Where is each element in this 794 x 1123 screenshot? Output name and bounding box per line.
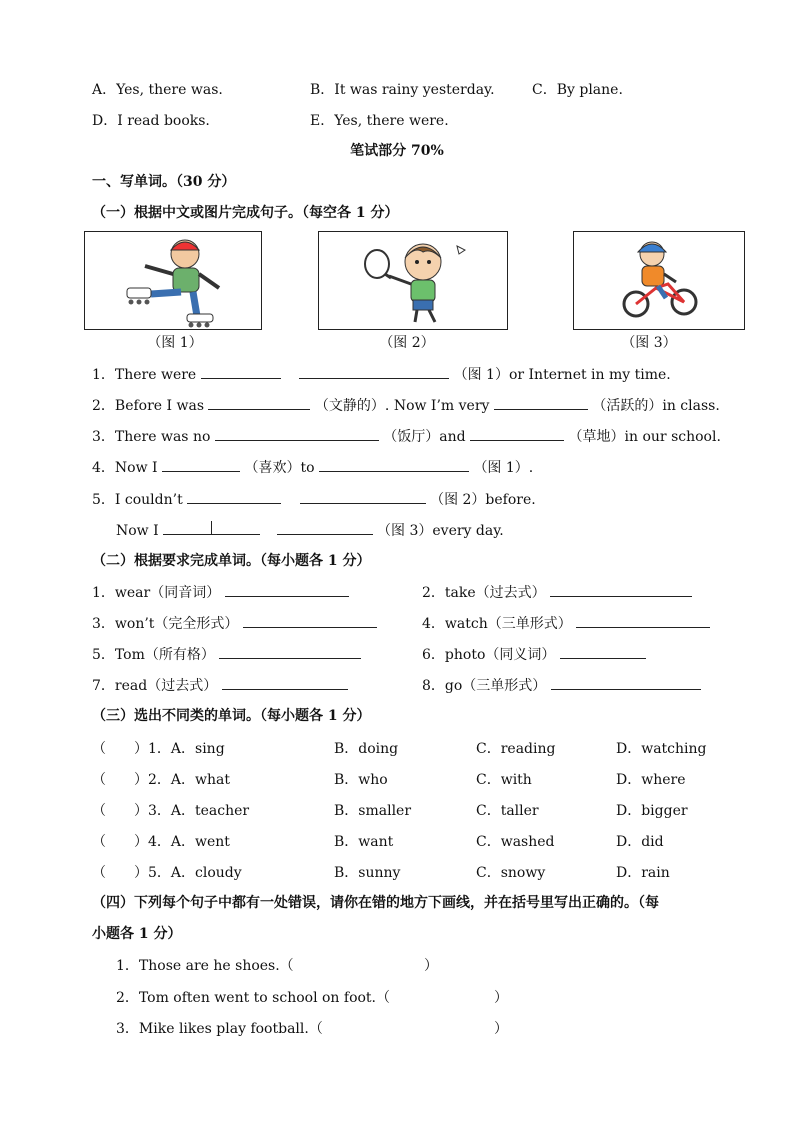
cyclist-icon (574, 232, 744, 329)
part2-item-7 (92, 675, 348, 695)
part2-item-4-text: 4．watch（三单形式） (422, 616, 572, 632)
option-b: B．It was rainy yesterday. (310, 82, 495, 98)
part2-item-7-text: 7．read（过去式） (92, 678, 218, 694)
picture-1-box (84, 231, 262, 330)
part4-item-2-text: 2．Tom often went to school on foot.（ (116, 990, 391, 1006)
part3-row-1-c: C．reading (476, 741, 556, 757)
q2-blank-2[interactable] (494, 395, 588, 410)
q5a-blank-2[interactable] (300, 489, 426, 504)
badminton-player-icon (319, 232, 507, 329)
q2-blank-1[interactable] (208, 395, 310, 410)
part4-item-2-close: ） (494, 990, 508, 1006)
part2-item-4 (422, 613, 710, 633)
q2-sentence (92, 395, 720, 415)
q3-text-a: 3．There was no (92, 429, 211, 445)
part3-row-1-b: B．doing (334, 741, 399, 757)
part2-item-1-blank[interactable] (225, 582, 349, 597)
part3-row-5-num: （ ）5．A．cloudy (92, 865, 242, 881)
q5a-blank-1[interactable] (187, 489, 281, 504)
option-e: E．Yes, there were. (310, 113, 449, 129)
part3-row-2-num: （ ）2．A．what (92, 772, 230, 788)
q5b-blank-1[interactable] (163, 520, 211, 535)
part3-row-4-b: B．want (334, 834, 394, 850)
part4-title-line1: （四）下列每个句子中都有一处错误，请你在错的地方下画线，并在括号里写出正确的。（每 (92, 895, 659, 911)
picture-2-box (318, 231, 508, 330)
part2-item-6 (422, 644, 646, 664)
part2-item-5-text: 5．Tom（所有格） (92, 647, 215, 663)
part2-item-1-text: 1．wear（同音词） (92, 585, 221, 601)
part2-item-5-blank[interactable] (219, 644, 361, 659)
part2-item-2-text: 2．take（过去式） (422, 585, 546, 601)
q5b-text-a: Now I (116, 523, 159, 539)
q5b-blank-3[interactable] (277, 520, 373, 535)
part2-item-8-text: 8．go（三单形式） (422, 678, 547, 694)
q3-text-c: （草地）in our school. (568, 429, 721, 445)
part3-row-4-d: D．did (616, 834, 664, 850)
part4-item-3-close: ） (494, 1021, 508, 1037)
part3-row-5-b: B．sunny (334, 865, 401, 881)
part3-row-3-c: C．taller (476, 803, 539, 819)
part2-item-5 (92, 644, 361, 664)
part3-row-2-c: C．with (476, 772, 532, 788)
part4-item-1-close: ） (424, 958, 438, 974)
part2-item-7-blank[interactable] (222, 675, 348, 690)
q5b-blank-2[interactable] (212, 520, 260, 535)
part2-item-6-text: 6．photo（同义词） (422, 647, 556, 663)
q5b-text-b: （图 3）every day. (377, 523, 504, 539)
part3-row-4-num: （ ）4．A．went (92, 834, 230, 850)
option-a: A．Yes, there was. (92, 82, 223, 98)
part3-row-3-d: D．bigger (616, 803, 688, 819)
part2-item-2-blank[interactable] (550, 582, 692, 597)
q4-text-b: （喜欢）to (244, 460, 315, 476)
q2-text-c: （活跃的）in class. (592, 398, 720, 414)
part3-row-3-num: （ ）3．A．teacher (92, 803, 250, 819)
q5b-sentence (116, 520, 504, 540)
caption-3: （图 3） (621, 335, 677, 351)
part3-row-1-d: D．watching (616, 741, 707, 757)
q3-sentence (92, 426, 721, 446)
part2-item-3-blank[interactable] (243, 613, 377, 628)
q4-blank-2[interactable] (319, 457, 469, 472)
part2-item-3-text: 3．won’t（完全形式） (92, 616, 239, 632)
part2-item-3 (92, 613, 377, 633)
q3-text-b: （饭厅）and (383, 429, 466, 445)
roller-skater-icon (85, 232, 261, 329)
part1-title: （一）根据中文或图片完成句子。（每空各 1 分） (92, 205, 399, 221)
q3-blank-2[interactable] (470, 426, 564, 441)
part2-item-1 (92, 582, 349, 602)
part2-item-2 (422, 582, 692, 602)
q1-sentence (92, 364, 671, 384)
q1-text-b: （图 1）or Internet in my time. (453, 367, 671, 383)
q4-text-a: 4．Now I (92, 460, 158, 476)
part2-item-6-blank[interactable] (560, 644, 646, 659)
q2-text-a: 2．Before I was (92, 398, 205, 414)
part4-item-1-text: 1．Those are he shoes.（ (116, 958, 294, 974)
part3-row-5-c: C．snowy (476, 865, 546, 881)
option-d: D．I read books. (92, 113, 210, 129)
q1-blank-2[interactable] (299, 364, 449, 379)
part3-row-4-c: C．washed (476, 834, 555, 850)
part3-row-3-b: B．smaller (334, 803, 412, 819)
picture-3-box (573, 231, 745, 330)
q3-blank-1[interactable] (215, 426, 379, 441)
q1-blank-1[interactable] (201, 364, 281, 379)
part3-row-2-b: B．who (334, 772, 388, 788)
section1-title: 一、写单词。（30 分） (92, 174, 236, 190)
caption-2: （图 2） (379, 335, 435, 351)
part4-title-line2: 小题各 1 分） (92, 926, 182, 942)
q4-blank-1[interactable] (162, 457, 240, 472)
part3-row-5-d: D．rain (616, 865, 670, 881)
part3-row-2-d: D．where (616, 772, 686, 788)
part2-item-8 (422, 675, 701, 695)
part4-item-3-text: 3．Mike likes play football.（ (116, 1021, 323, 1037)
part2-item-8-blank[interactable] (551, 675, 701, 690)
q1-text-a: 1．There were (92, 367, 197, 383)
part3-title: （三）选出不同类的单词。（每小题各 1 分） (92, 708, 371, 724)
q5a-sentence (92, 489, 536, 509)
q5a-text-b: （图 2）before. (430, 492, 536, 508)
q2-text-b: （文静的）. Now I’m very (314, 398, 490, 414)
q4-sentence (92, 457, 533, 477)
caption-1: （图 1） (147, 335, 203, 351)
q5a-text-a: 5．I couldn’t (92, 492, 183, 508)
q4-text-c: （图 1）. (473, 460, 534, 476)
written-section-title: 笔试部分 70% (350, 143, 444, 159)
part3-row-1-num: （ ）1．A．sing (92, 741, 225, 757)
option-c: C．By plane. (532, 82, 623, 98)
part2-item-4-blank[interactable] (576, 613, 710, 628)
part2-title: （二）根据要求完成单词。（每小题各 1 分） (92, 553, 371, 569)
